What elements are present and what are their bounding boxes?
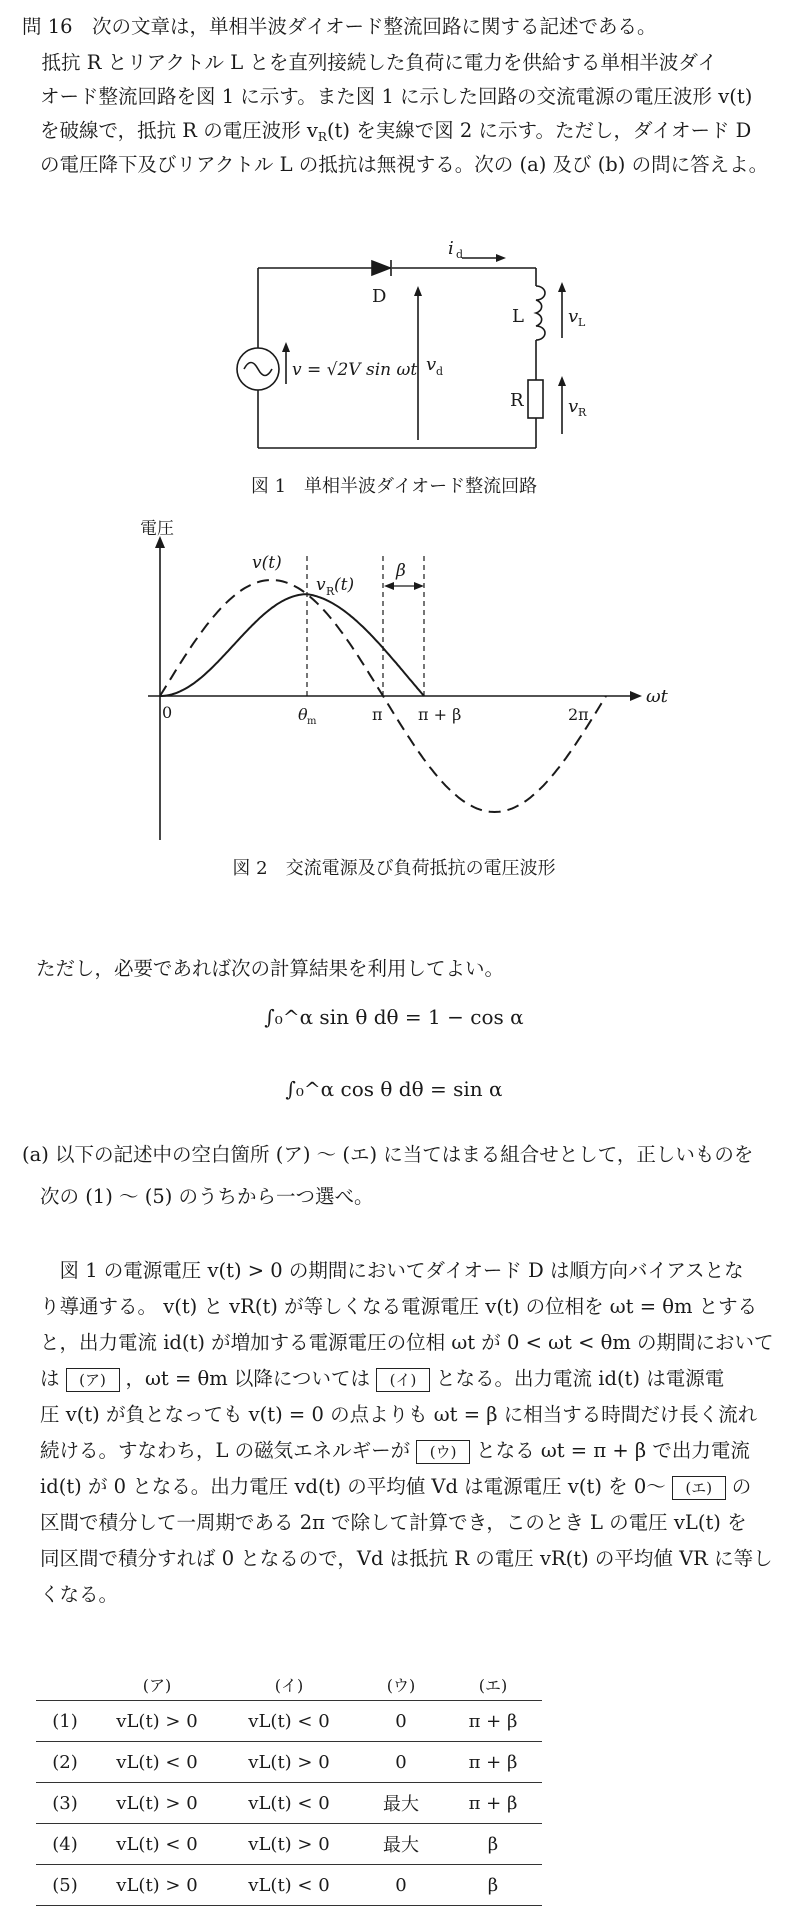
body-line-8: 区間で積分して一周期である 2π で除して計算でき，このとき L の電圧 vL(t) を [40,1511,747,1534]
cell-u: 最大 [358,1783,444,1824]
cell-u: 最大 [358,1824,444,1865]
label-vR-sub: R [578,406,587,419]
body-line-9: 同区間で積分すれば 0 となるので，Vd は抵抗 R の電圧 vR(t) の平均値 VR に等し [40,1547,773,1570]
body-line-4: は (ア) ，ωt = θm 以降については (イ) となる。出力電流 id(t) は電源電 [40,1367,725,1390]
label-vL: v [568,306,579,327]
tick-pi: π [372,705,383,724]
svg-text:v: v [316,575,326,595]
svg-text:(t): (t) [334,575,355,595]
fig1-circuit [0,230,788,490]
source-label: v = √2V sin ωt [292,360,418,380]
label-vd: v [426,354,437,375]
cell-u: 0 [358,1865,444,1906]
cell-u: 0 [358,1701,444,1742]
label-D: D [372,286,387,307]
intro-line-1: 抵抗 R とリアクトル L とを直列接続した負荷に電力を供給する単相半波ダイ [22,51,717,74]
cell-e: π + β [444,1742,542,1783]
choice-number: (2) [36,1742,94,1783]
table-row [36,1865,542,1906]
intro-line-2: オード整流回路を図 1 に示す。また図 1 に示した回路の交流電源の電圧波形 v(t) [40,85,753,108]
fig1-caption: 図 1 単相半波ダイオード整流回路 [250,476,538,497]
choice-number: (5) [36,1865,94,1906]
svg-text:R: R [326,585,335,598]
cell-a: vL(t) > 0 [94,1701,220,1742]
cell-e: π + β [444,1783,542,1824]
choices-table [36,1668,542,1906]
header-cell: (イ) [274,1675,304,1695]
cell-u: 0 [358,1742,444,1783]
label-vL-sub: L [578,316,586,329]
header-cell: (ウ) [386,1675,416,1695]
cell-e: π + β [444,1701,542,1742]
cell-a: vL(t) > 0 [94,1865,220,1906]
curve-vR-t [160,594,424,696]
choice-number: (3) [36,1783,94,1824]
cell-a: vL(t) < 0 [94,1742,220,1783]
header-cell: (エ) [478,1675,508,1695]
cell-e: β [444,1865,542,1906]
label-R: R [510,390,524,411]
cell-i: vL(t) > 0 [220,1742,358,1783]
fig2-waveform [0,510,788,860]
body-line-2: り導通する。 v(t) と vR(t) が等しくなる電源電圧 v(t) の位相を ωt = θm とする [40,1295,758,1318]
header-cell [36,1668,94,1701]
blank-i: (イ) [376,1368,430,1392]
equation-1: ∫₀^α sin θ dθ = 1 − cos α [264,1005,524,1029]
body-line-7: id(t) が 0 となる。出力電圧 vd(t) の平均値 Vd は電源電圧 v(t) を 0～ (エ) の [40,1475,752,1498]
fig2-ylabel: 電圧 [140,519,174,539]
intro-line-3: を破線で，抵抗 R の電圧波形 $v_R(t)$ を実線で図 2 に示す。ただし，ダイオード D [40,119,752,144]
label-vR: v [568,396,579,417]
hint-text: ただし，必要であれば次の計算結果を利用してよい。 [36,957,505,980]
cell-e: β [444,1824,542,1865]
equation-2: ∫₀^α cos θ dθ = sin α [285,1077,503,1101]
label-beta: β [396,561,406,581]
fig2-caption: 図 2 交流電源及び負荷抵抗の電圧波形 [232,858,556,879]
intro-line-4: の電圧降下及びリアクトル L の抵抗は無視する。次の (a) 及び (b) の問に答えよ。 [40,153,769,176]
tick-0: 0 [162,703,173,722]
choice-number: (1) [36,1701,94,1742]
cell-i: vL(t) < 0 [220,1701,358,1742]
cell-i: vL(t) < 0 [220,1865,358,1906]
part-a-line-2: 次の (1) ～ (5) のうちから一つ選べ。 [40,1185,374,1208]
body-line-10: くなる。 [40,1583,119,1606]
label-vd-sub: d [436,365,444,378]
tick-theta-sub: m [307,716,317,727]
body-line-6: 続ける。すなわち，L の磁気エネルギーが (ウ) となる ωt = π + β で出力電流 [40,1439,750,1462]
tick-pi-beta: π + β [418,705,462,724]
cell-a: vL(t) < 0 [94,1824,220,1865]
tick-theta: θ [298,705,308,724]
part-a-line-1: (a) 以下の記述中の空白箇所 (ア) ～ (エ) に当てはまる組合せとして，正しいものを [22,1143,754,1166]
table-header-row [36,1668,542,1701]
choice-number: (4) [36,1824,94,1865]
tick-2pi: 2π [568,705,589,724]
table-row [36,1824,542,1865]
label-L: L [512,306,524,327]
blank-a: (ア) [66,1368,120,1392]
header-cell: (ア) [142,1675,172,1695]
fig2-xlabel: ωt [646,686,668,707]
label-id-sub: d [456,248,464,261]
body-line-3: と，出力電流 id(t) が増加する電源電圧の位相 ωt が 0 < ωt < θm の期間において [40,1331,774,1354]
cell-i: vL(t) > 0 [220,1824,358,1865]
label-vR-t [316,575,354,598]
blank-e: (エ) [672,1476,726,1500]
body-line-1: 図 1 の電源電圧 v(t) > 0 の期間においてダイオード D は順方向バイアスとな [40,1259,744,1282]
table-row [36,1783,542,1824]
body-line-5: 圧 v(t) が負となっても v(t) = 0 の点よりも ωt = β に相当する時間だけ長く流れ [40,1403,758,1426]
cell-i: vL(t) < 0 [220,1783,358,1824]
label-id: i [448,238,454,259]
table-row [36,1742,542,1783]
label-v-t: v(t) [252,553,282,573]
table-row [36,1701,542,1742]
blank-u: (ウ) [416,1440,470,1464]
question-header: 問 16 次の文章は，単相半波ダイオード整流回路に関する記述である。 [22,15,657,38]
cell-a: vL(t) > 0 [94,1783,220,1824]
